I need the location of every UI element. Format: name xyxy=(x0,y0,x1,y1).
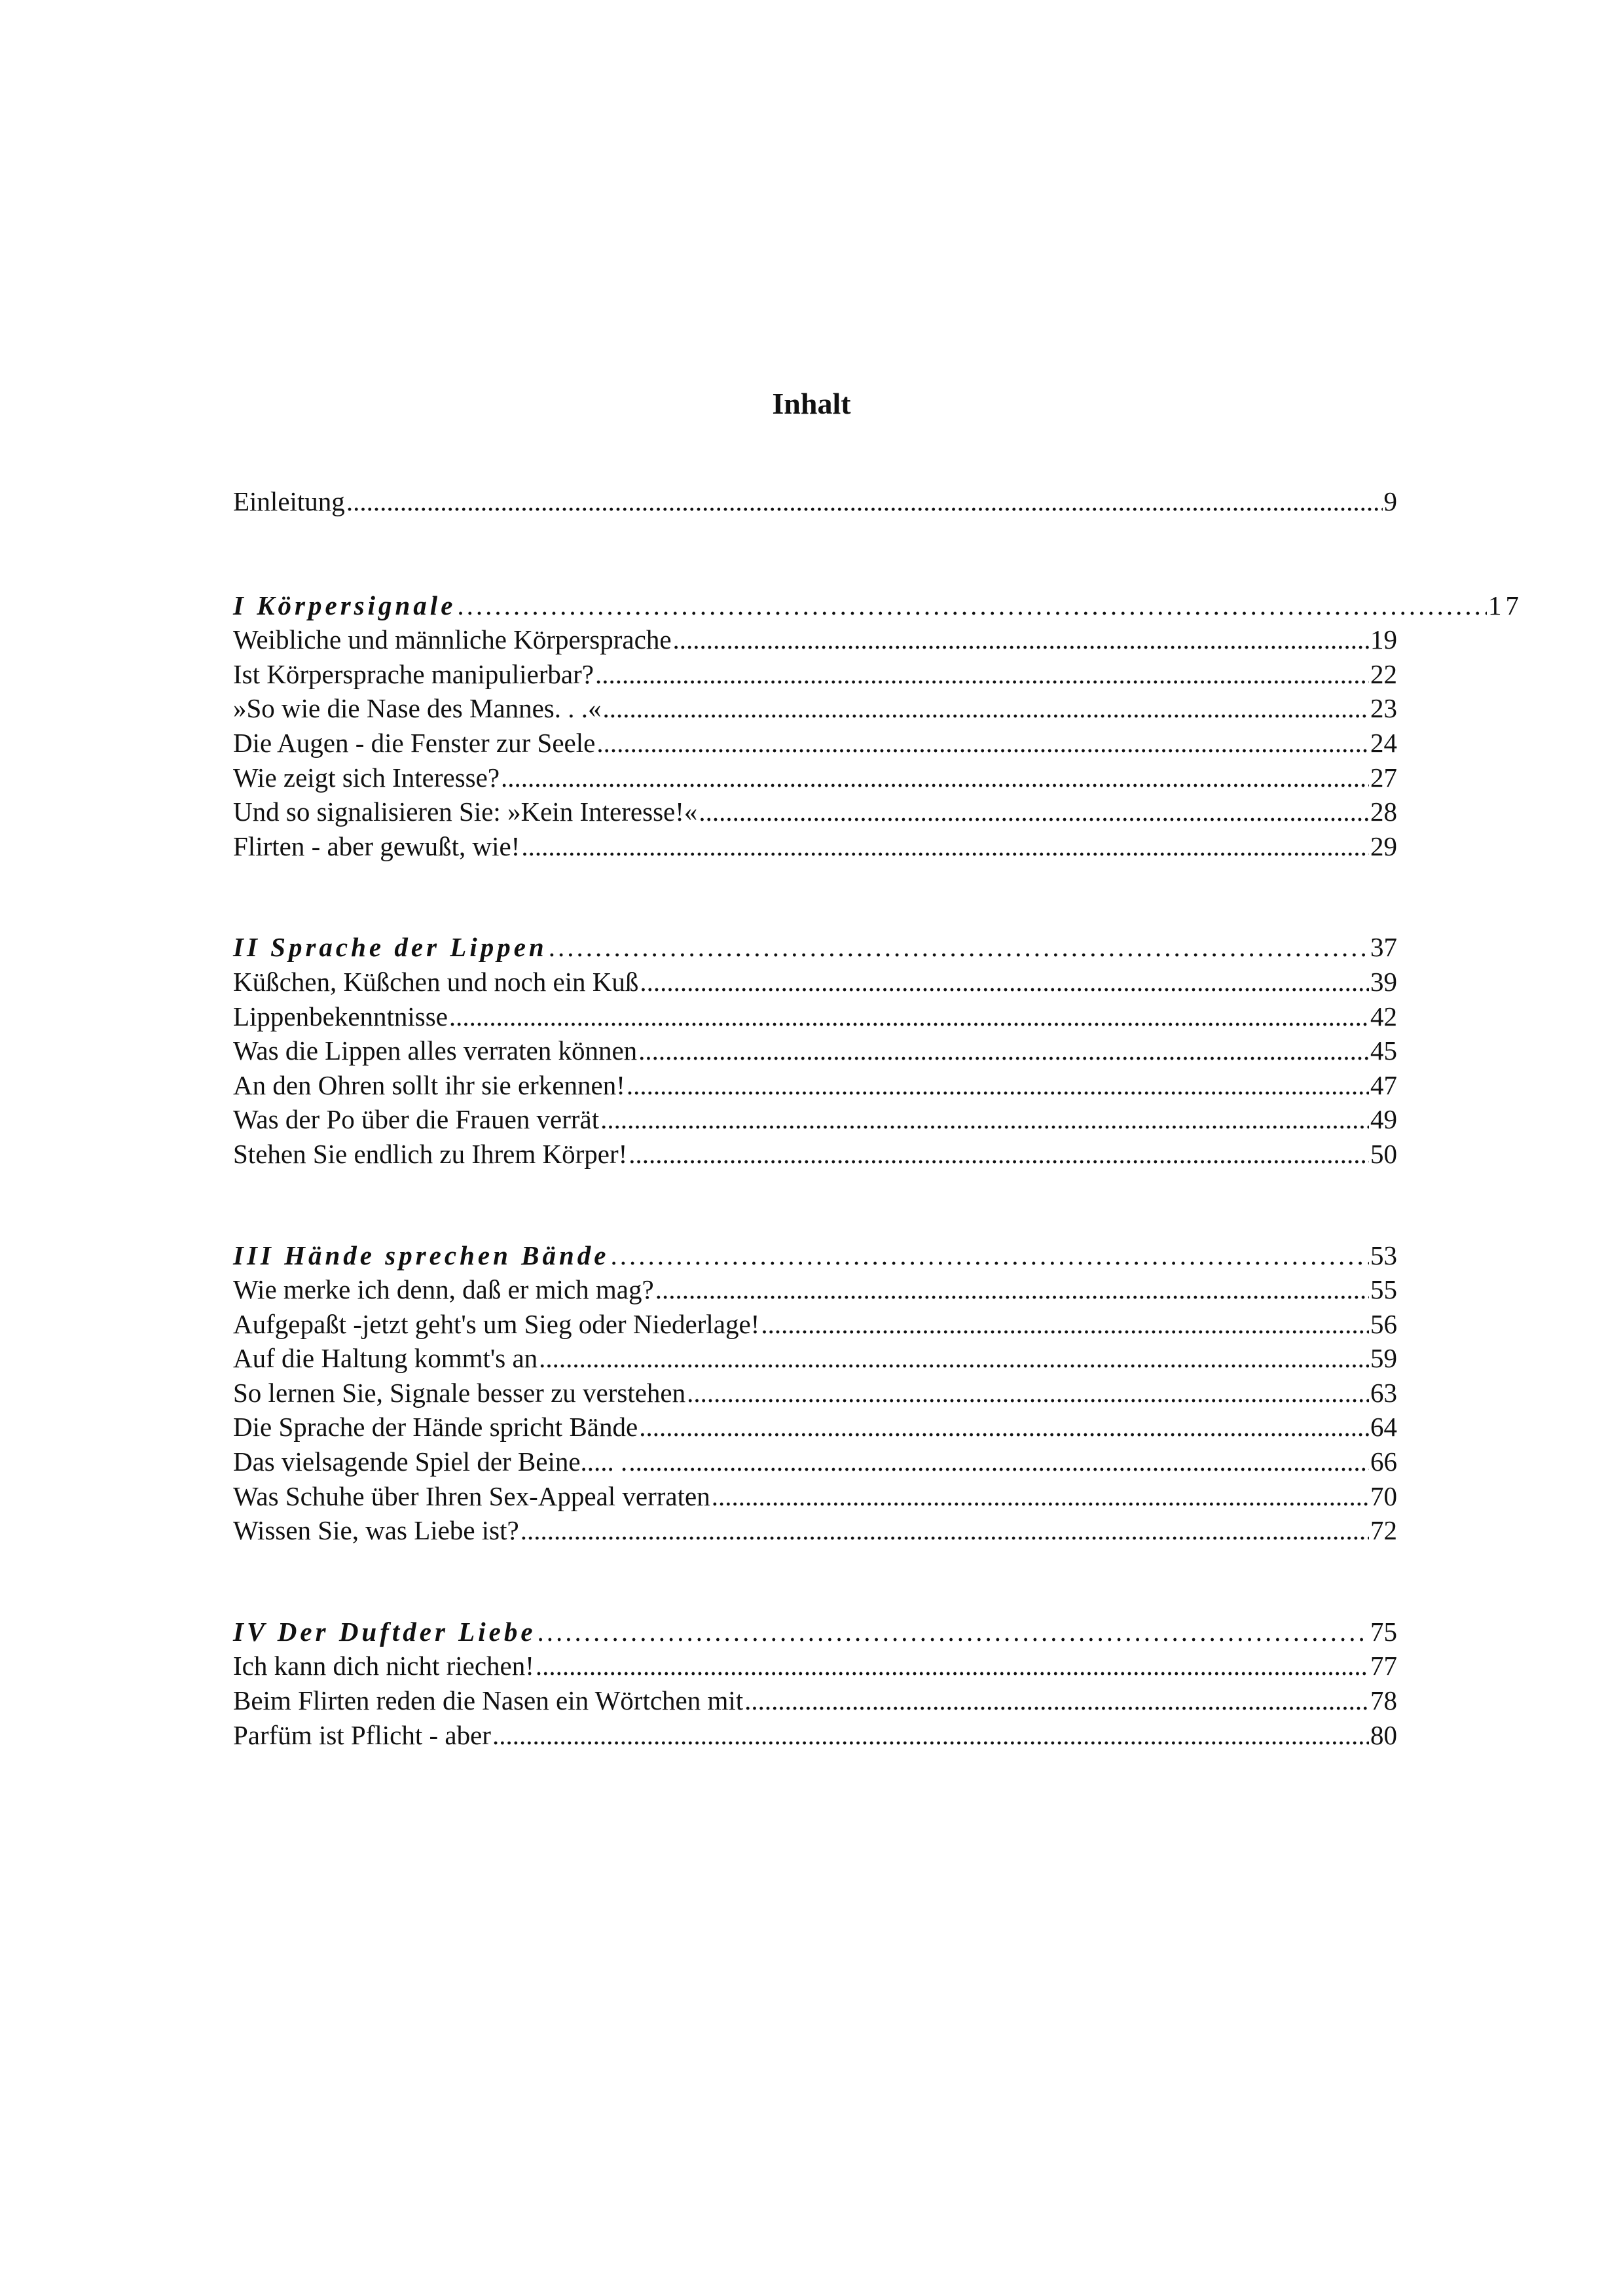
toc-entry-page: 63 xyxy=(1370,1377,1397,1408)
chapter-heading[interactable] xyxy=(233,1238,1397,1273)
toc-entry-page: 59 xyxy=(1370,1343,1397,1374)
chapter-heading-page: 53 xyxy=(1370,1240,1397,1270)
toc-entry[interactable] xyxy=(233,1341,1397,1376)
toc-entry-label: Küßchen, Küßchen und noch ein Kuß xyxy=(233,966,639,997)
leader-dots xyxy=(629,1137,1369,1172)
toc-entry-page: 27 xyxy=(1370,762,1397,793)
toc-entry-label: Ist Körpersprache manipulierbar? xyxy=(233,658,594,689)
toc-entry-label: So lernen Sie, Signale besser zu verstehen xyxy=(233,1377,686,1408)
leader-dots xyxy=(638,1033,1369,1068)
toc-entry-page: 45 xyxy=(1370,1035,1397,1066)
toc-entry-label: Stehen Sie endlich zu Ihrem Körper! xyxy=(233,1138,628,1169)
toc-entry-label: Das vielsagende Spiel der Beine..... . xyxy=(233,1446,628,1477)
toc-entry-page: 66 xyxy=(1370,1446,1397,1477)
chapter-heading-label: IV Der Duftder Liebe xyxy=(233,1616,536,1647)
toc-entry-label: Die Augen - die Fenster zur Seele xyxy=(233,727,596,758)
chapter-section-4 xyxy=(233,1615,1397,1752)
leader-dots xyxy=(603,691,1369,726)
toc-entry-label: Und so signalisieren Sie: »Kein Interesse!« xyxy=(233,797,698,827)
toc-entry-page: 49 xyxy=(1370,1104,1397,1135)
toc-entry-page: 64 xyxy=(1370,1412,1397,1443)
toc-entry-page: 47 xyxy=(1370,1069,1397,1100)
toc-entry[interactable] xyxy=(233,1102,1397,1137)
toc-entry-page: 50 xyxy=(1370,1138,1397,1169)
toc-entry-label: Was die Lippen alles verraten können xyxy=(233,1035,638,1066)
leader-dots xyxy=(501,761,1369,795)
toc-entry-label: Einleitung xyxy=(233,486,345,516)
toc-entry[interactable] xyxy=(233,1137,1397,1172)
toc-entry[interactable] xyxy=(233,1272,1397,1307)
leader-dots xyxy=(687,1376,1369,1410)
toc-entry[interactable] xyxy=(233,657,1397,692)
leader-dots xyxy=(449,999,1369,1034)
toc-entry[interactable] xyxy=(233,691,1397,726)
toc-entry[interactable] xyxy=(233,1479,1397,1514)
toc-entry-page: 9 xyxy=(1383,486,1397,516)
chapter-heading-label: III Hände sprechen Bände xyxy=(233,1240,610,1270)
toc-entry[interactable] xyxy=(233,622,1397,657)
leader-dots xyxy=(595,657,1369,692)
toc-entry[interactable] xyxy=(233,829,1397,864)
toc-entry-page: 22 xyxy=(1370,658,1397,689)
toc-entry-page: 39 xyxy=(1370,966,1397,997)
leader-dots xyxy=(712,1479,1369,1514)
toc-entry-page: 77 xyxy=(1370,1651,1397,1681)
leader-dots xyxy=(655,1272,1369,1307)
chapter-section-2 xyxy=(233,930,1397,1171)
toc-entry[interactable] xyxy=(233,795,1397,829)
chapter-section-3 xyxy=(233,1238,1397,1548)
toc-entry[interactable] xyxy=(233,761,1397,795)
toc-entry-label: Weibliche und männliche Körpersprache xyxy=(233,624,672,655)
page-title: Inhalt xyxy=(772,387,851,420)
leader-dots xyxy=(457,588,1487,623)
chapter-heading-label: II Sprache der Lippen xyxy=(233,932,547,963)
leader-dots xyxy=(549,930,1369,965)
toc-entry-label: Was Schuhe über Ihren Sex-Appeal verraten xyxy=(233,1480,710,1511)
leader-dots xyxy=(600,1102,1369,1137)
chapter-heading-label: I Körpersignale xyxy=(233,590,456,620)
toc-entry[interactable] xyxy=(233,999,1397,1034)
toc-entry-label: Aufgepaßt -jetzt geht's um Sieg oder Niederlage! xyxy=(233,1308,760,1339)
toc-entry[interactable] xyxy=(233,1033,1397,1068)
toc-entry-label: Ich kann dich nicht riechen! xyxy=(233,1651,534,1681)
toc-entry[interactable] xyxy=(233,1444,1397,1479)
leader-dots xyxy=(521,829,1369,864)
leader-dots xyxy=(640,965,1369,999)
leader-dots xyxy=(639,1410,1369,1444)
leader-dots xyxy=(346,484,1383,519)
toc-entry[interactable] xyxy=(233,1683,1397,1718)
toc-entry-label: Die Sprache der Hände spricht Bände xyxy=(233,1412,638,1443)
toc-entry[interactable] xyxy=(233,1307,1397,1342)
chapter-section-1 xyxy=(233,588,1523,864)
toc-entry-page: 42 xyxy=(1370,1001,1397,1031)
toc-entry-label: Parfüm ist Pflicht - aber xyxy=(233,1719,491,1750)
toc-entry-page: 56 xyxy=(1370,1308,1397,1339)
toc-entry-page: 55 xyxy=(1370,1274,1397,1305)
chapter-heading-page: 17 xyxy=(1488,590,1523,620)
chapter-heading[interactable] xyxy=(233,1615,1397,1649)
toc-entry-intro[interactable] xyxy=(233,484,1397,519)
toc-entry-label: Auf die Haltung kommt's an xyxy=(233,1343,538,1374)
leader-dots xyxy=(673,622,1369,657)
leader-dots xyxy=(629,1444,1369,1479)
toc-entry-label: Lippenbekenntnisse xyxy=(233,1001,448,1031)
chapter-heading-page: 37 xyxy=(1370,932,1397,963)
leader-dots xyxy=(761,1307,1369,1342)
toc-entry-label: Wie zeigt sich Interesse? xyxy=(233,762,500,793)
toc-entry-page: 23 xyxy=(1370,693,1397,724)
toc-entry-page: 80 xyxy=(1370,1719,1397,1750)
leader-dots xyxy=(610,1238,1369,1273)
leader-dots xyxy=(520,1513,1369,1548)
leader-dots xyxy=(596,726,1369,761)
toc-entry-label: Flirten - aber gewußt, wie! xyxy=(233,831,520,861)
toc-entry[interactable] xyxy=(233,1068,1397,1103)
toc-entry-label: Wissen Sie, was Liebe ist? xyxy=(233,1515,519,1546)
toc-entry[interactable] xyxy=(233,1410,1397,1444)
toc-entry-label: Beim Flirten reden die Nasen ein Wörtchen mit xyxy=(233,1685,744,1716)
toc-entry[interactable] xyxy=(233,1376,1397,1410)
toc-entry[interactable] xyxy=(233,726,1397,761)
toc-entry-label: Was der Po über die Frauen verrät xyxy=(233,1104,600,1135)
toc-entry-page: 19 xyxy=(1370,624,1397,655)
toc-entry-page: 29 xyxy=(1370,831,1397,861)
toc-entry[interactable] xyxy=(233,1649,1397,1683)
leader-dots xyxy=(744,1683,1369,1718)
table-of-contents xyxy=(233,484,1523,1819)
chapter-heading[interactable] xyxy=(233,930,1397,965)
leader-dots xyxy=(699,795,1369,829)
leader-dots xyxy=(538,1615,1369,1649)
toc-entry-label: Wie merke ich denn, daß er mich mag? xyxy=(233,1274,654,1305)
toc-entry[interactable] xyxy=(233,965,1397,999)
leader-dots xyxy=(536,1649,1369,1683)
leader-dots xyxy=(627,1068,1369,1103)
toc-entry[interactable] xyxy=(233,1718,1397,1753)
toc-entry-label: An den Ohren sollt ihr sie erkennen! xyxy=(233,1069,625,1100)
toc-entry-label: »So wie die Nase des Mannes. . .« xyxy=(233,693,602,724)
toc-entry-page: 28 xyxy=(1370,797,1397,827)
leader-dots xyxy=(539,1341,1369,1376)
toc-entry-page: 70 xyxy=(1370,1480,1397,1511)
toc-entry-page: 72 xyxy=(1370,1515,1397,1546)
chapter-heading-page: 75 xyxy=(1370,1616,1397,1647)
toc-entry[interactable] xyxy=(233,1513,1397,1548)
toc-entry-page: 78 xyxy=(1370,1685,1397,1716)
toc-entry-page: 24 xyxy=(1370,727,1397,758)
chapter-heading[interactable] xyxy=(233,588,1523,623)
leader-dots xyxy=(492,1718,1369,1753)
